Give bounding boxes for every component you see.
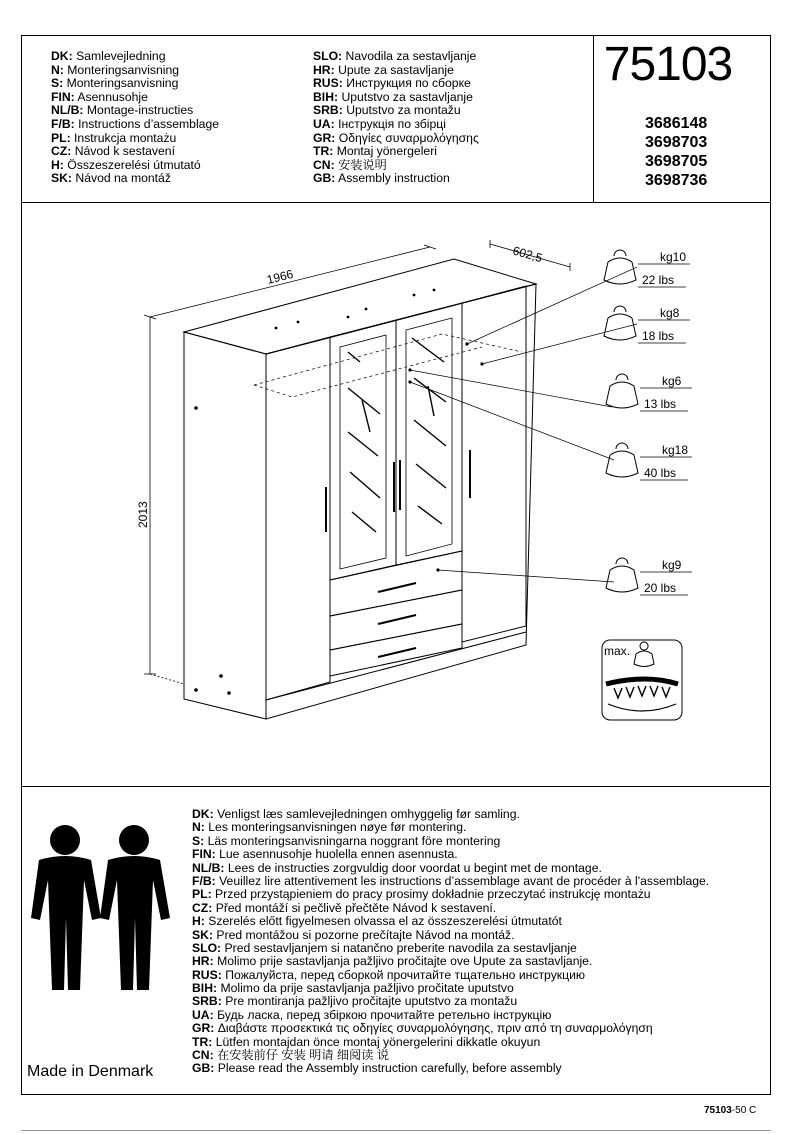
instruction-row (192, 902, 709, 915)
width-dimension: 1966 (265, 266, 295, 287)
language-code: HR: (192, 954, 214, 969)
language-code: CZ: (192, 900, 213, 915)
language-code: BIH: (313, 89, 339, 104)
language-code: CZ: (51, 144, 72, 159)
language-text: Przed przystąpieniem do pracy prosimy dokładnie przeczytać instrukcję montażu (215, 887, 651, 902)
language-text: Uputstvo za sastavljanje (341, 89, 473, 104)
weight-lbs: 22 lbs (642, 273, 675, 287)
header-language-row (51, 172, 219, 186)
language-code: GR: (313, 130, 336, 145)
language-text: Lue asennusohje huolella ennen asennusta. (219, 847, 458, 862)
language-code: GR: (192, 1021, 215, 1036)
weight-kg: kg9 (662, 558, 682, 572)
header-language-row (51, 50, 219, 64)
instruction-row (192, 995, 709, 1008)
header-language-row (313, 77, 479, 91)
language-code: UA: (313, 116, 335, 131)
header-language-row (313, 159, 479, 173)
language-code: PL: (51, 130, 71, 145)
language-text: Upute za sastavljanje (338, 62, 454, 77)
instruction-row (192, 1049, 709, 1062)
header-language-row (51, 64, 219, 78)
header-language-row (313, 132, 479, 146)
language-text: Montage-instructies (86, 103, 194, 118)
language-text: Összeszerelési útmutató (67, 157, 201, 172)
language-text: Інструкція по збірці (338, 116, 446, 131)
language-code: DK: (192, 807, 214, 821)
language-text: Samlevejledning (76, 49, 166, 63)
language-text: Pre montiranja pažljivo pročitajte uputstvo za montažu (225, 994, 518, 1009)
article-numbers (645, 114, 707, 190)
header-language-row (313, 50, 479, 64)
instruction-row (192, 875, 709, 888)
weight-icon (604, 306, 690, 343)
language-text: Pred sestavljanjem si natančno preberite navodila za sestavljanje (224, 940, 577, 955)
weight-labels (604, 250, 692, 595)
instruction-row (192, 835, 709, 848)
weight-icon (604, 250, 690, 287)
language-code: N: (51, 62, 64, 77)
instruction-row (192, 862, 709, 875)
wardrobe-diagram (22, 202, 770, 786)
language-code: TR: (313, 144, 334, 159)
instruction-row (192, 1009, 709, 1022)
language-text: Szerelés előtt figyelmesen olvassa el az összeszerelési útmutatót (208, 914, 562, 929)
language-code: DK: (51, 49, 73, 63)
article-number: 3686148 (645, 115, 708, 132)
language-text: Instructions d’assemblage (78, 116, 219, 131)
language-code: SRB: (192, 994, 222, 1009)
header-language-row (313, 104, 479, 118)
language-code: RUS: (192, 967, 222, 982)
instruction-row (192, 888, 709, 901)
language-code: F/B: (51, 116, 75, 131)
weight-kg: kg10 (660, 250, 687, 264)
language-text: Návod k sestavení (74, 144, 175, 159)
language-text: Pred montážou si pozorne prečítajte Návod na montáž. (216, 927, 515, 942)
language-text: Montaj yönergeleri (336, 144, 437, 159)
article-number: 3698703 (645, 134, 708, 151)
language-code: BIH: (192, 981, 218, 996)
instruction-row (192, 808, 709, 821)
weight-lbs: 40 lbs (644, 466, 677, 480)
language-code: RUS: (313, 76, 343, 91)
footer-suffix: -50 C (731, 1105, 757, 1116)
language-text: Lütfen montajdan önce montaj yönergelerini dikkatle okuyun (215, 1034, 541, 1049)
footer-doc-number (704, 1105, 756, 1116)
language-text: Les monteringsanvisningen nøye før montering. (208, 820, 467, 835)
language-text: Lees de instructies zorgvuldig door voordat u begint met de montage. (227, 860, 602, 875)
language-text: Navodila za sestavljanje (345, 49, 477, 63)
article-number: 3698736 (645, 172, 708, 189)
header-language-row (51, 91, 219, 105)
language-code: CN: (313, 157, 335, 172)
language-code: UA: (192, 1007, 214, 1022)
header-language-row (51, 132, 219, 146)
language-code: GB: (192, 1061, 215, 1076)
instruction-row (192, 915, 709, 928)
weight-kg: kg6 (662, 374, 682, 388)
weight-lbs: 18 lbs (642, 329, 675, 343)
weight-lbs: 20 lbs (644, 581, 677, 595)
language-code: S: (192, 833, 205, 848)
language-text: Инструкция по сборке (346, 76, 471, 91)
header-language-row (313, 118, 479, 132)
language-text: Veuillez lire attentivement les instructions d’assemblage avant de procéder à l'assemblage. (219, 873, 710, 888)
article-number: 3698705 (645, 153, 708, 170)
instruction-text (192, 808, 709, 1076)
header-language-row (51, 145, 219, 159)
bottom-rule (21, 1130, 771, 1131)
language-text: Asennusohje (77, 89, 148, 104)
weight-icon (606, 443, 692, 480)
language-text: Please read the Assembly instruction carefully, before assembly (217, 1061, 562, 1076)
language-text: Instrukcja montażu (74, 130, 177, 145)
instruction-row (192, 942, 709, 955)
instruction-row (192, 848, 709, 861)
language-text: Läs monteringsanvisningarna noggrant före montering (207, 833, 501, 848)
two-persons-icon (26, 818, 176, 993)
language-code: H: (51, 157, 64, 172)
header-language-row (313, 145, 479, 159)
max-label: max. (604, 644, 631, 658)
language-code: FIN: (51, 89, 75, 104)
language-text: Διαβάστε προσεκτικά τις οδηγίες συναρμολόγησης, πριν από τη συναρμολόγηση (217, 1021, 653, 1036)
weight-icon (606, 558, 692, 595)
header-language-row (313, 64, 479, 78)
diagram-divider (22, 786, 770, 787)
height-dimension: 2013 (136, 501, 150, 528)
language-text: Οδηγίες συναρμολόγησης (338, 130, 479, 145)
header-language-row (313, 91, 479, 105)
weight-icon (606, 374, 692, 411)
instruction-row (192, 821, 709, 834)
language-text: Uputstvo za montažu (346, 103, 461, 118)
language-text: 在安装前仔 安装 明请 细阅读 说 (217, 1048, 390, 1063)
instruction-row (192, 1062, 709, 1075)
language-code: H: (192, 914, 205, 929)
instruction-row (192, 1022, 709, 1035)
header-languages-left (51, 50, 219, 186)
language-code: CN: (192, 1048, 214, 1063)
language-text: 安装说明 (338, 157, 387, 172)
language-code: SK: (51, 171, 72, 186)
language-code: HR: (313, 62, 335, 77)
header-language-row (51, 104, 219, 118)
language-code: SRB: (313, 103, 343, 118)
weight-kg: kg18 (662, 443, 689, 457)
instruction-row (192, 982, 709, 995)
language-code: SLO: (192, 940, 222, 955)
instruction-row (192, 969, 709, 982)
language-text: Návod na montáž (75, 171, 171, 186)
language-code: GB: (313, 171, 336, 186)
language-code: SK: (192, 927, 213, 942)
language-code: NL/B: (51, 103, 84, 118)
header-language-row (51, 77, 219, 91)
max-load-icon (602, 640, 682, 720)
language-code: PL: (192, 887, 212, 902)
instruction-row (192, 929, 709, 942)
language-code: NL/B: (192, 860, 225, 875)
language-code: TR: (192, 1034, 213, 1049)
language-text: Monteringsanvisning (66, 76, 179, 91)
header-languages-right (313, 50, 479, 186)
language-text: Molimo prije sastavljanja pažljivo pročitajte ove Upute za sastavljanje. (217, 954, 593, 969)
language-code: SLO: (313, 49, 343, 63)
language-text: Assembly instruction (338, 171, 450, 186)
language-text: Molimo da prije sastavljanja pažljivo pročitate uputstvo (220, 981, 514, 996)
language-code: F/B: (192, 873, 216, 888)
footer-number: 75103 (704, 1105, 732, 1116)
instruction-row (192, 955, 709, 968)
language-code: S: (51, 76, 64, 91)
language-text: Venligst læs samlevejledningen omhyggelig før samling. (217, 807, 520, 821)
language-code: N: (192, 820, 205, 835)
header-language-row (51, 118, 219, 132)
language-code: FIN: (192, 847, 216, 862)
language-text: Пожалуйста, перед сборкой прочитайте тщательно инструкцию (225, 967, 586, 982)
made-in-label: Made in Denmark (27, 1063, 154, 1080)
depth-dimension: 602,5 (511, 243, 544, 266)
language-text: Будь ласка, перед збіркою прочитайте ретельно інструкцію (217, 1007, 552, 1022)
weight-kg: kg8 (660, 306, 680, 320)
language-text: Před montáží si pečlivě přečtěte Návod k sestavení. (215, 900, 497, 915)
weight-lbs: 13 lbs (644, 397, 677, 411)
header-language-row (313, 172, 479, 186)
language-text: Monteringsanvisning (67, 62, 180, 77)
header-language-row (51, 159, 219, 173)
model-number: 75103 (603, 38, 733, 91)
